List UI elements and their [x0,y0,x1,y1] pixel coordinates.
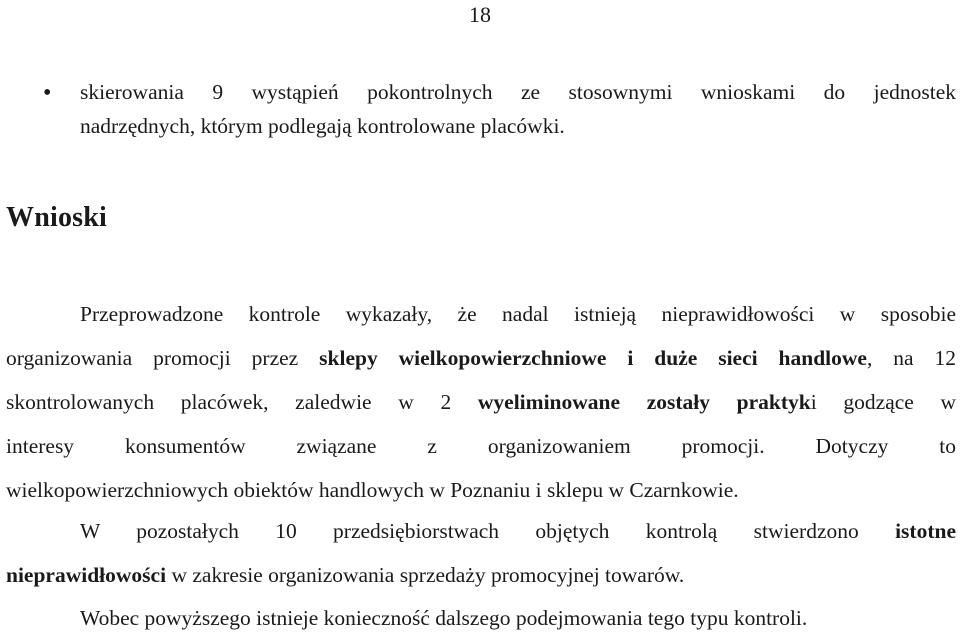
paragraph-line: Przeprowadzone kontrole wykazały, że nadal istnieją nieprawidłowości w sposobie [80,302,956,326]
text-run: i godzące w [810,390,957,414]
paragraph-line: interesy konsumentów związane z organizowaniem promocji. Dotyczy to [6,434,956,458]
bullet-line-1: skierowania 9 wystąpień pokontrolnych ze stosownymi wnioskami do jednostek [80,80,956,104]
paragraph-other-findings [6,509,956,597]
text-run: w zakresie organizowania sprzedaży promocyjnej towarów. [166,563,685,587]
text-run: W pozostałych 10 przedsiębiorstwach objętych kontrolą stwierdzono [80,519,896,543]
paragraph-line [6,380,956,424]
paragraph-conclusion [6,596,956,640]
page-number: 18 [469,2,491,27]
text-run: organizowania promocji przez [6,346,320,370]
bold-run: istotne [895,519,956,543]
text-run: , na 12 [866,346,957,370]
section-heading: Wnioski [6,202,107,233]
paragraph-line [6,509,956,553]
paragraph-line [6,336,956,380]
bullet-list-item [80,75,956,143]
paragraph-line: Wobec powyższego istnieje konieczność dalszego podejmowania tego typu kontroli. [80,606,808,630]
text-run: skontrolowanych placówek, zaledwie w 2 [6,390,478,414]
paragraph-line: wielkopowierzchniowych obiektów handlowych w Poznaniu i sklepu w Czarnkowie. [6,478,739,502]
bold-run: sklepy wielkopowierzchniowe i duże sieci handlowe [319,346,867,370]
bold-run: nieprawidłowości [6,563,167,587]
bullet-line-2: nadrzędnych, którym podlegają kontrolowane placówki. [80,114,565,138]
paragraph-findings [6,292,956,512]
bold-run: wyeliminowane zostały praktyk [477,390,811,414]
bullet-dot-icon: • [43,80,52,106]
paragraph-line [6,553,956,597]
